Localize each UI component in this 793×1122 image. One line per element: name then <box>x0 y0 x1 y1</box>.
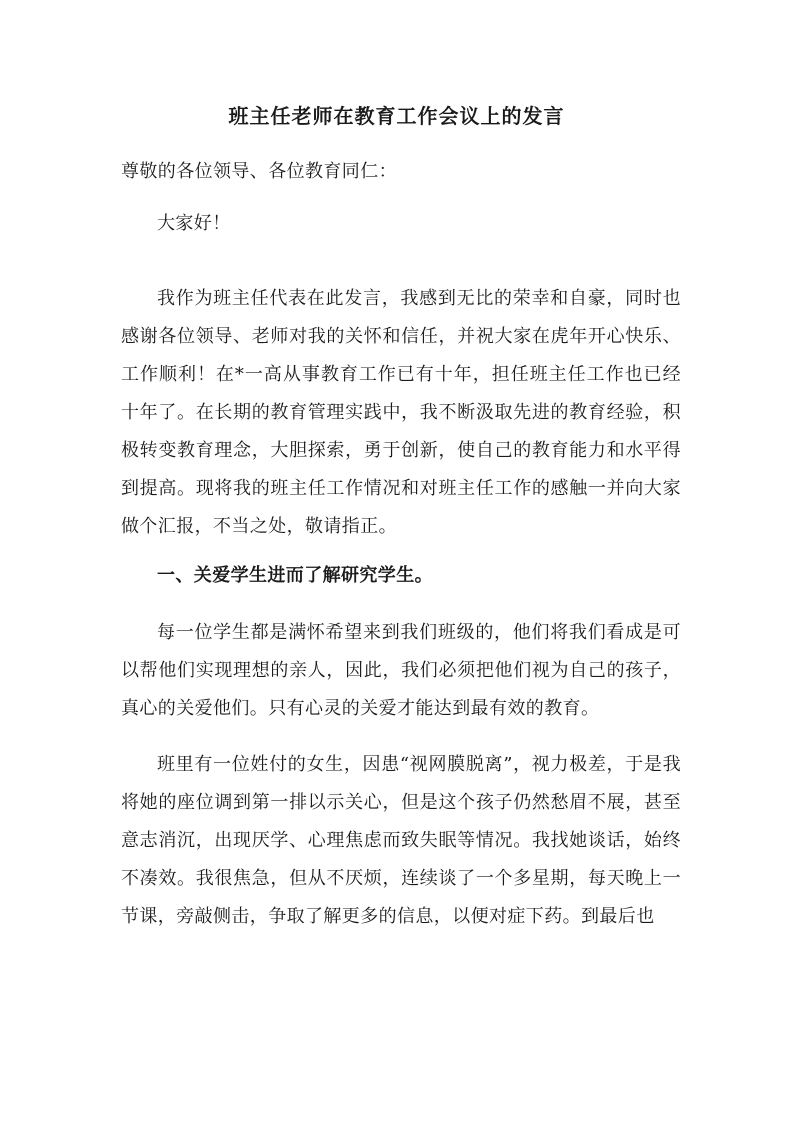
body-paragraph: 每一位学生都是满怀希望来到我们班级的，他们将我们看成是可以帮他们实现理想的亲人，因此，我们必须把他们视为自己的孩子，真心的关爱他们。只有心灵的关爱才能达到最有效的教育。 <box>121 622 681 719</box>
section-heading: 一、关爱学生进而了解研究学生。 <box>157 565 433 586</box>
body-paragraph: 班里有一位姓付的女生，因患“视网膜脱离”，视力极差，于是我将她的座位调到第一排以示关心，但是这个孩子仍然愁眉不展，甚至意志消沉，出现厌学、心理焦虑而致失眠等情况。我找她谈话，始终不凑效。我很焦急，但从不厌烦，连续谈了一个多星期，每天晚上一节课，旁敲侧击，争取了解更多的信息，以便对症下药。到最后也 <box>121 754 681 927</box>
salutation: 尊敬的各位领导、各位教育同仁： <box>121 161 397 182</box>
document-title: 班主任老师在教育工作会议上的发言 <box>228 104 565 128</box>
body-paragraph: 我作为班主任代表在此发言，我感到无比的荣幸和自豪，同时也感谢各位领导、老师对我的关怀和信任，并祝大家在虎年开心快乐、工作顺利！在*一高从事教育工作已有十年，担任班主任工作也已经十年了。在长期的教育管理实践中，我不断汲取先进的教育经验，积极转变教育理念，大胆探索，勇于创新，使自己的教育能力和水平得到提高。现将我的班主任工作情况和对班主任工作的感触一并向大家做个汇报，不当之处，敬请指正。 <box>121 288 681 537</box>
greeting: 大家好！ <box>157 213 231 234</box>
